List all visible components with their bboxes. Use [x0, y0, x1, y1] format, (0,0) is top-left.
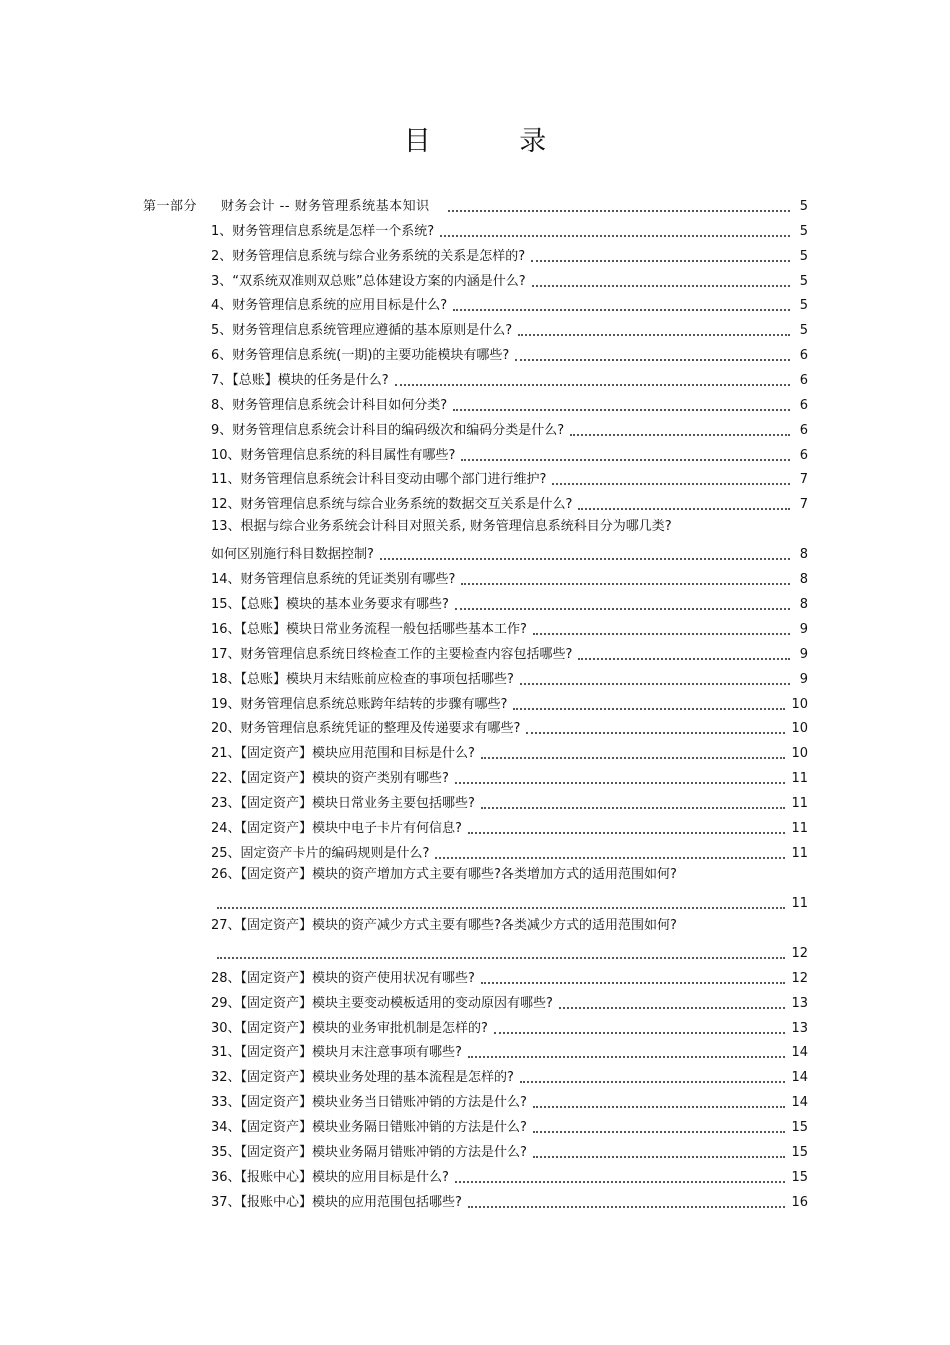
toc-entry-title: 37、【报账中心】模块的应用范围包括哪些? [211, 1194, 462, 1210]
toc-entry-title: 17、财务管理信息系统日终检查工作的主要检查内容包括哪些? [211, 646, 573, 662]
toc-entry-continuation[interactable] [211, 940, 808, 962]
dot-leader [217, 947, 785, 959]
toc-entry[interactable] [211, 815, 808, 837]
page-number: 13 [791, 1020, 808, 1036]
toc-entry[interactable] [211, 1139, 808, 1161]
toc-entry[interactable] [211, 218, 808, 240]
toc-entry-title: 8、财务管理信息系统会计科目如何分类? [211, 397, 448, 413]
toc-entry-title: 11、财务管理信息系统会计科目变动由哪个部门进行维护? [211, 472, 547, 488]
page-number: 11 [791, 795, 808, 811]
dot-leader [518, 324, 790, 336]
page-number: 9 [799, 621, 808, 637]
page-number: 6 [799, 348, 808, 364]
toc-entry-title: 9、财务管理信息系统会计科目的编码级次和编码分类是什么? [211, 422, 565, 438]
page-number: 7 [799, 497, 808, 513]
toc-entry-continuation[interactable] [211, 890, 808, 912]
toc-entry[interactable] [211, 1064, 808, 1086]
toc-entry-title: 16、【总账】模块日常业务流程一般包括哪些基本工作? [211, 621, 527, 637]
dot-leader [455, 1171, 786, 1183]
toc-entry-title: 34、【固定资产】模块业务隔日错账冲销的方法是什么? [211, 1119, 527, 1135]
dot-leader [435, 847, 785, 859]
page-number: 15 [791, 1169, 808, 1185]
toc-entry[interactable] [211, 616, 808, 638]
toc-entry[interactable] [211, 691, 808, 713]
toc-entry[interactable] [211, 1089, 808, 1111]
toc-entry[interactable] [211, 541, 808, 563]
dot-leader [520, 673, 790, 685]
toc-entry[interactable] [211, 566, 808, 588]
page-number: 8 [799, 547, 808, 563]
toc-entry[interactable] [211, 342, 808, 364]
page-number: 9 [799, 671, 808, 687]
toc-entry[interactable] [211, 840, 808, 862]
dot-leader [559, 997, 786, 1009]
page-number: 14 [791, 1095, 808, 1111]
dot-leader [515, 349, 790, 361]
page-number: 5 [799, 199, 808, 214]
dot-leader [481, 797, 786, 809]
dot-leader [533, 1096, 786, 1108]
page-number: 5 [799, 323, 808, 339]
toc-entry-title: 31、【固定资产】模块月末注意事项有哪些? [211, 1045, 462, 1061]
dot-leader [520, 1071, 786, 1083]
dot-leader [533, 623, 790, 635]
page-number: 11 [791, 845, 808, 861]
toc-entry[interactable] [211, 466, 808, 488]
toc-entry-title: 23、【固定资产】模块日常业务主要包括哪些? [211, 795, 475, 811]
dot-leader [448, 200, 790, 212]
dot-leader [468, 822, 786, 834]
toc-entry[interactable] [211, 243, 808, 265]
toc-entry[interactable] [211, 491, 808, 513]
toc-entry-title: 32、【固定资产】模块业务处理的基本流程是怎样的? [211, 1070, 514, 1086]
page-number: 6 [799, 372, 808, 388]
page-number: 8 [799, 597, 808, 613]
toc-entry-title: 33、【固定资产】模块业务当日错账冲销的方法是什么? [211, 1095, 527, 1111]
page-number: 10 [791, 746, 808, 762]
toc-entry[interactable] [211, 990, 808, 1012]
dot-leader [440, 225, 790, 237]
toc-entry-line[interactable]: 26、【固定资产】模块的资产增加方式主要有哪些?各类增加方式的适用范围如何? [211, 867, 677, 883]
toc-part-heading[interactable] [143, 193, 808, 215]
toc-entry[interactable] [211, 965, 808, 987]
toc-entry-title: 18、【总账】模块月末结账前应检查的事项包括哪些? [211, 671, 514, 687]
toc-entry[interactable] [211, 1189, 808, 1211]
page-number: 7 [799, 472, 808, 488]
dot-leader [455, 772, 786, 784]
dot-leader [570, 424, 790, 436]
dot-leader [578, 648, 790, 660]
toc-entry[interactable] [211, 1164, 808, 1186]
page-number: 11 [791, 771, 808, 787]
dot-leader [453, 399, 790, 411]
dot-leader [578, 498, 790, 510]
page-number: 15 [791, 1119, 808, 1135]
dot-leader [380, 548, 790, 560]
toc-entry-line[interactable]: 27、【固定资产】模块的资产减少方式主要有哪些?各类减少方式的适用范围如何? [211, 917, 677, 933]
dot-leader [526, 722, 785, 734]
dot-leader [481, 747, 786, 759]
toc-entry[interactable] [211, 1039, 808, 1061]
toc-entry-title: 5、财务管理信息系统管理应遵循的基本原则是什么? [211, 323, 513, 339]
toc-entry-title: 20、财务管理信息系统凭证的整理及传递要求有哪些? [211, 721, 521, 737]
toc-entry[interactable] [211, 417, 808, 439]
toc-entry-title: 14、财务管理信息系统的凭证类别有哪些? [211, 572, 456, 588]
page-number: 11 [791, 820, 808, 836]
toc-entry-title: 7、【总账】模块的任务是什么? [211, 372, 389, 388]
dot-leader [533, 1121, 786, 1133]
toc-entry[interactable] [211, 765, 808, 787]
dot-leader [494, 1022, 786, 1034]
page-number: 12 [791, 946, 808, 961]
toc-entry-title: 6、财务管理信息系统(一期)的主要功能模块有哪些? [211, 348, 510, 364]
dot-leader [532, 275, 790, 287]
toc-entry-title: 25、固定资产卡片的编码规则是什么? [211, 845, 430, 861]
toc-entry-title: 3、“双系统双准则双总账”总体建设方案的内涵是什么? [211, 273, 526, 289]
page-number: 14 [791, 1045, 808, 1061]
toc-entry[interactable] [211, 740, 808, 762]
toc-entry[interactable] [211, 790, 808, 812]
toc-entry-title: 29、【固定资产】模块主要变动模板适用的变动原因有哪些? [211, 995, 553, 1011]
page-number: 13 [791, 995, 808, 1011]
page-number: 5 [799, 273, 808, 289]
page-number: 15 [791, 1144, 808, 1160]
toc-entry-title: 10、财务管理信息系统的科目属性有哪些? [211, 447, 456, 463]
toc-entry-title: 19、财务管理信息系统总账跨年结转的步骤有哪些? [211, 696, 508, 712]
toc-entry-title: 22、【固定资产】模块的资产类别有哪些? [211, 771, 449, 787]
dot-leader [533, 1146, 786, 1158]
toc-entry-title: 如何区别施行科目数据控制? [211, 547, 374, 563]
toc-entry[interactable] [211, 292, 808, 314]
dot-leader [455, 598, 790, 610]
toc-entry-title: 30、【固定资产】模块的业务审批机制是怎样的? [211, 1020, 488, 1036]
page-number: 6 [799, 397, 808, 413]
toc-entry[interactable] [211, 268, 808, 290]
page-number: 6 [799, 422, 808, 438]
part-label: 第一部分 [143, 199, 198, 214]
part-title: 财务会计 -- 财务管理系统基本知识 [221, 199, 430, 214]
dot-leader [468, 1046, 786, 1058]
page-number: 10 [791, 721, 808, 737]
toc-entry[interactable] [211, 715, 808, 737]
toc-entry[interactable] [211, 1114, 808, 1136]
page-number: 11 [791, 895, 808, 911]
toc-entry-title: 28、【固定资产】模块的资产使用状况有哪些? [211, 970, 475, 986]
dot-leader [453, 299, 790, 311]
dot-leader [461, 449, 790, 461]
page-title: 目 录 [403, 126, 587, 157]
dot-leader [513, 698, 785, 710]
page-number: 12 [791, 970, 808, 986]
toc-entry-line[interactable]: 13、根据与综合业务系统会计科目对照关系, 财务管理信息系统科目分为哪几类? [211, 519, 672, 535]
dot-leader [468, 1196, 786, 1208]
dot-leader [395, 374, 790, 386]
page-number: 5 [799, 298, 808, 314]
toc-entry-title: 12、财务管理信息系统与综合业务系统的数据交互关系是什么? [211, 497, 573, 513]
page-number: 16 [791, 1194, 808, 1210]
page-number: 5 [799, 223, 808, 239]
toc-entry-title: 35、【固定资产】模块业务隔月错账冲销的方法是什么? [211, 1144, 527, 1160]
toc-entry[interactable] [211, 392, 808, 414]
toc-entry[interactable] [211, 641, 808, 663]
page-number: 14 [791, 1070, 808, 1086]
dot-leader [461, 573, 790, 585]
toc-entry[interactable] [211, 666, 808, 688]
toc-entry-title: 21、【固定资产】模块应用范围和目标是什么? [211, 746, 475, 762]
dot-leader [481, 972, 786, 984]
toc-entry-title: 36、【报账中心】模块的应用目标是什么? [211, 1169, 449, 1185]
page-number: 9 [799, 646, 808, 662]
toc-entry[interactable] [211, 442, 808, 464]
toc-entry-title: 1、财务管理信息系统是怎样一个系统? [211, 223, 435, 239]
toc-entry-title: 2、财务管理信息系统与综合业务系统的关系是怎样的? [211, 248, 526, 264]
toc-entry-title: 24、【固定资产】模块中电子卡片有何信息? [211, 820, 462, 836]
toc-entry[interactable] [211, 591, 808, 613]
toc-entry-title: 15、【总账】模块的基本业务要求有哪些? [211, 597, 449, 613]
toc-entry[interactable] [211, 367, 808, 389]
page-number: 8 [799, 572, 808, 588]
toc-entry[interactable] [211, 1015, 808, 1037]
dot-leader [552, 473, 790, 485]
dot-leader [217, 897, 785, 909]
page-number: 6 [799, 447, 808, 463]
toc-entry[interactable] [211, 317, 808, 339]
dot-leader [531, 250, 790, 262]
page-number: 10 [791, 696, 808, 712]
toc-entry-title: 4、财务管理信息系统的应用目标是什么? [211, 298, 448, 314]
page-number: 5 [799, 248, 808, 264]
